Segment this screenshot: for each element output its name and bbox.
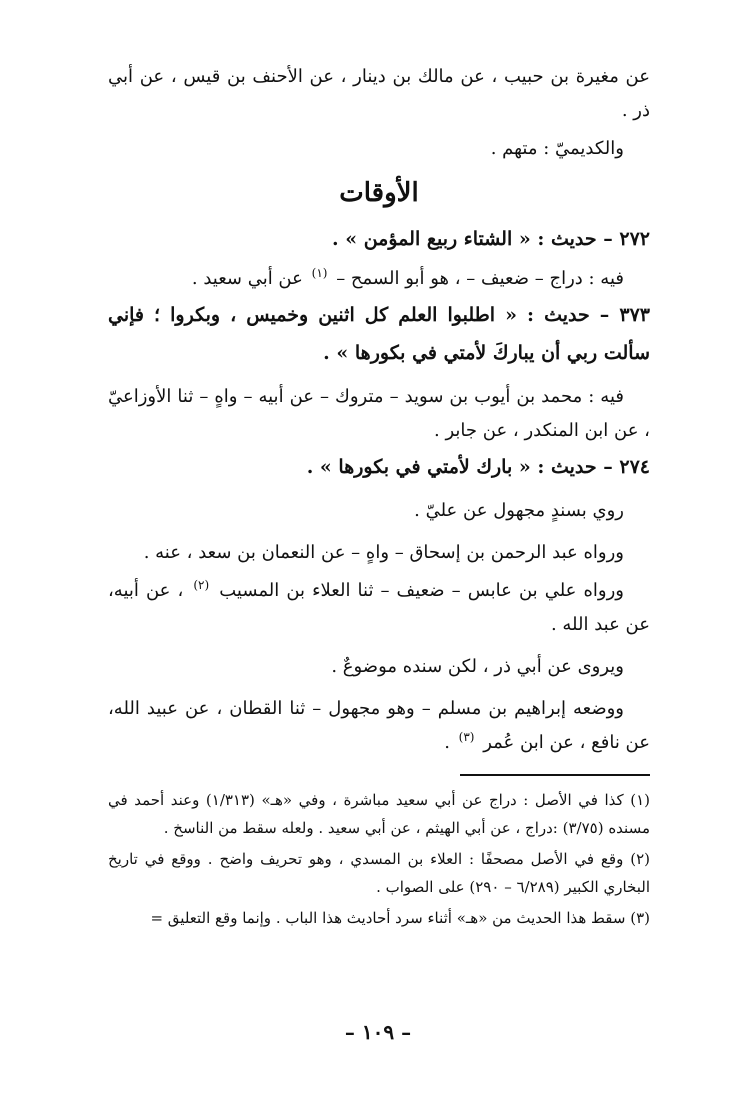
narration-text: ورواه علي بن عابس – ضعيف – ثنا العلاء بن المسيب — [219, 580, 624, 601]
hadith-274-narration-5 — [108, 692, 650, 760]
paragraph-narrator-note: والكديميّ : متهم . — [490, 138, 624, 159]
paragraph-continuation: عن مغيرة بن حبيب ، عن مالك بن دينار ، عن الأحنف بن قيس ، عن أبي ذر . — [108, 66, 650, 121]
footnote-ref-1: (١) — [311, 266, 328, 280]
commentary-text: عن أبي سعيد . — [191, 268, 303, 289]
footnote-1: (١) كذا في الأصل : دراج عن أبي سعيد مباشرة ، وفي «هـ» (١/٣١٣) وعند أحمد في مسنده (٣/٧٥) :دراج ، عن أبي الهيثم ، عن أبي سعيد . ولعله سقط من الناسخ . — [108, 791, 650, 837]
hadith-272-heading: ٢٧٢ – حديث : « الشتاء ربيع المؤمن » . — [332, 228, 650, 250]
hadith-274-heading: ٢٧٤ – حديث : « بارك لأمتي في بكورها » . — [306, 456, 650, 478]
footnote-ref-3: (٣) — [458, 730, 475, 744]
hadith-274-narration-1: روي بسندٍ مجهول عن عليّ . — [414, 500, 624, 521]
hadith-272-commentary — [108, 262, 650, 296]
footnote-ref-2: (٢) — [193, 578, 210, 592]
page-number: – ١٠٩ – — [344, 1020, 412, 1044]
section-title: الأوقات — [339, 178, 419, 208]
narration-text: ، عن أبيه، عن عبد الله . — [108, 580, 650, 635]
footnote-3: (٣) سقط هذا الحديث من «هـ» أثناء سرد أحاديث هذا الباب . وإنما وقع التعليق = — [150, 909, 650, 927]
hadith-274-narration-2: ورواه عبد الرحمن بن إسحاق – واهٍ – عن النعمان بن سعد ، عنه . — [143, 542, 624, 563]
footnote-2: (٢) وقع في الأصل مصحفًا : العلاء بن المسدي ، وهو تحريف واضح . ووقع في تاريخ البخاري الكبير (٦/٢٨٩ – ٢٩٠) على الصواب . — [108, 850, 650, 896]
hadith-274-narration-3 — [108, 574, 650, 642]
hadith-373-commentary: فيه : محمد بن أيوب بن سويد – متروك – عن أبيه – واهٍ – ثنا الأوزاعيّ ، عن ابن المنكدر ، عن جابر . — [108, 386, 650, 441]
hadith-373-heading: ٣٧٣ – حديث : « اطلبوا العلم كل اثنين وخميس ، وبكروا ؛ فإني سألت ربي أن يباركَ لأمتي في بكورها » . — [108, 304, 650, 364]
footnote-separator — [460, 774, 650, 776]
narration-text: . — [444, 732, 450, 753]
narration-text: ووضعه إبراهيم بن مسلم – وهو مجهول – ثنا القطان ، عن عبيد الله، عن نافع ، عن ابن عُمر — [108, 698, 650, 753]
hadith-274-narration-4: ويروى عن أبي ذر ، لكن سنده موضوعٌ . — [331, 656, 624, 677]
commentary-text: فيه : دراج – ضعيف – ، هو أبو السمح – — [336, 268, 624, 289]
